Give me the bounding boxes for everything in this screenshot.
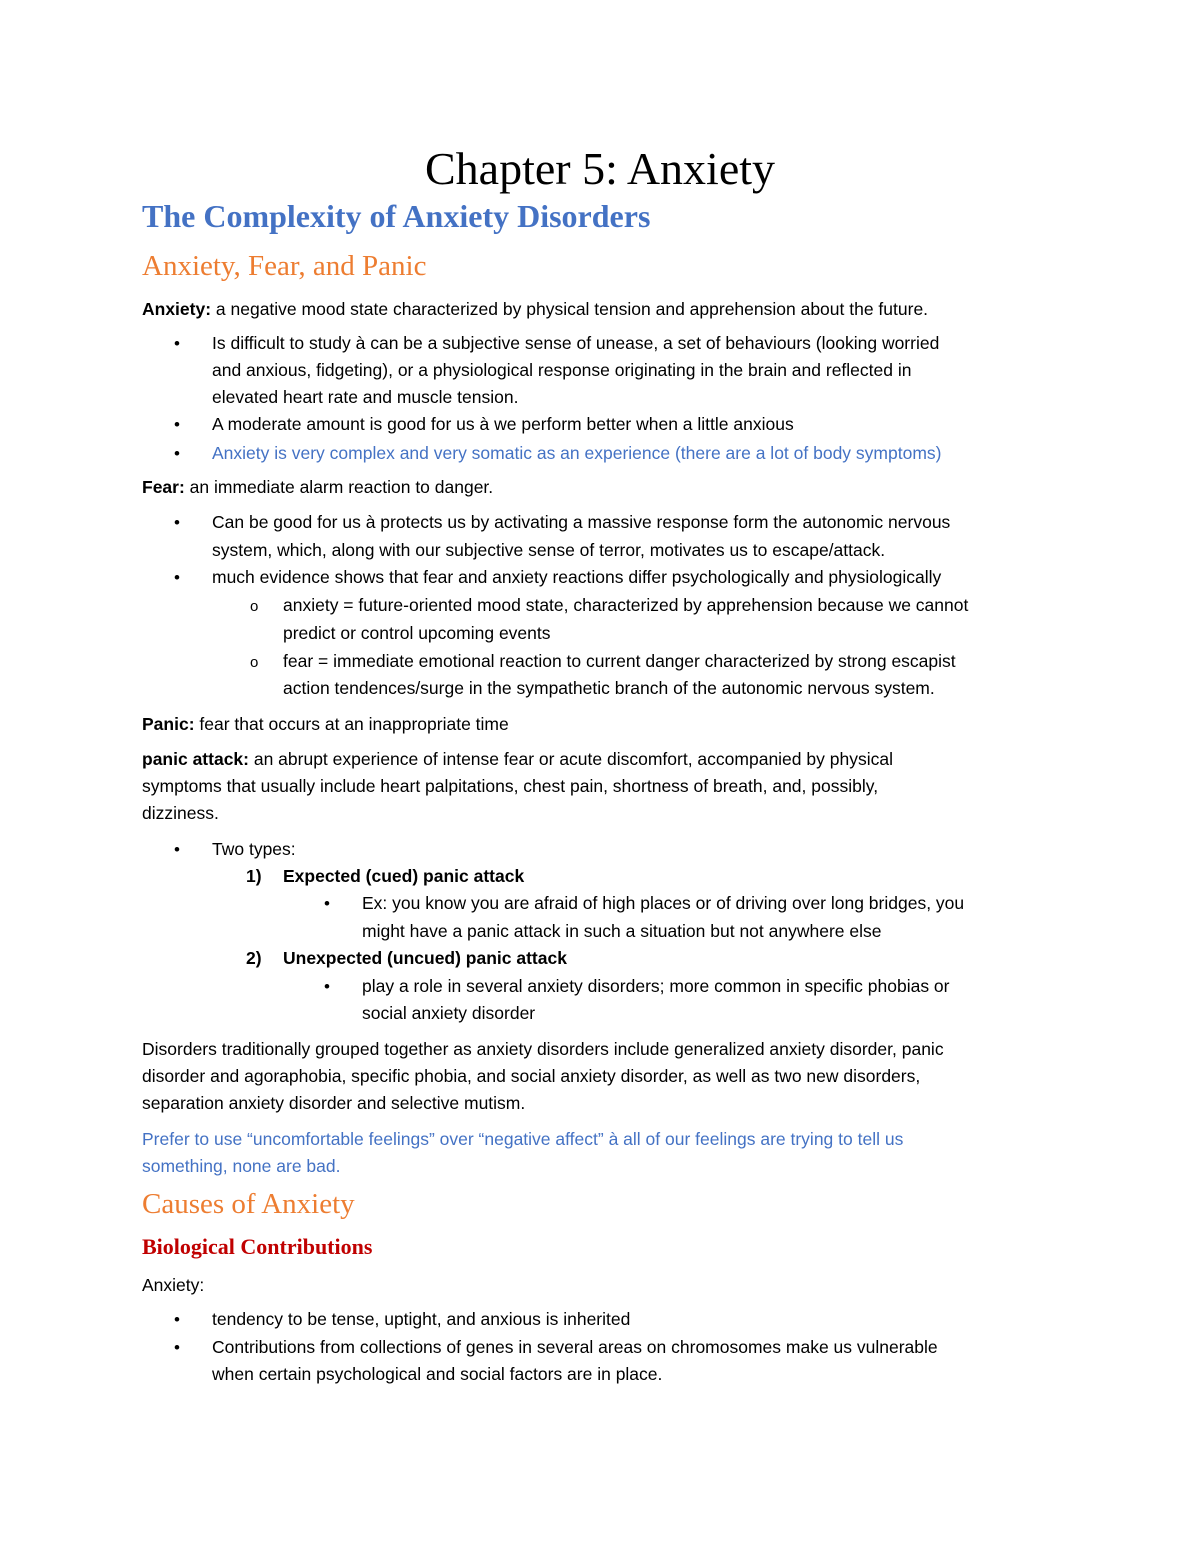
list-item: A moderate amount is good for us à we perform better when a little anxious (212, 414, 794, 434)
definition-panic-attack (142, 746, 893, 774)
bullet-icon: • (174, 1338, 180, 1357)
list-item: much evidence shows that fear and anxiety reactions differ psychologically and physiologically (212, 567, 942, 587)
definition-anxiety (142, 296, 928, 324)
circle-bullet-icon: o (250, 598, 259, 615)
list-item: Can be good for us à protects us by activating a massive response form the autonomic nervous (212, 512, 951, 532)
bullet-icon: • (174, 840, 180, 859)
numbered-label: 2) (246, 948, 262, 968)
definition-text: fear that occurs at an inappropriate time (194, 714, 509, 734)
subsection-heading: Biological Contributions (142, 1234, 373, 1259)
term-anxiety: Anxiety: (142, 299, 212, 319)
note-line: Prefer to use “uncomfortable feelings” over “negative affect” à all of our feelings are trying to tell us (142, 1129, 904, 1149)
numbered-item: Unexpected (uncued) panic attack (283, 948, 567, 968)
definition-fear (142, 474, 493, 502)
paragraph-line: disorder and agoraphobia, specific phobia, and social anxiety disorder, as well as two new disorders, (142, 1066, 921, 1086)
bullet-icon: • (174, 334, 180, 353)
section-heading: Causes of Anxiety (142, 1188, 355, 1220)
sub-list-item: fear = immediate emotional reaction to current danger characterized by strong escapist (283, 651, 956, 671)
list-item: tendency to be tense, uptight, and anxious is inherited (212, 1309, 631, 1329)
list-item-continuation: social anxiety disorder (362, 1003, 536, 1023)
bullet-icon: • (174, 415, 180, 434)
paragraph-line: Disorders traditionally grouped together as anxiety disorders include generalized anxiety disorder, panic (142, 1039, 944, 1059)
list-item: play a role in several anxiety disorders; more common in specific phobias or (362, 976, 950, 996)
paragraph-line: separation anxiety disorder and selective mutism. (142, 1093, 526, 1113)
bullet-icon: • (174, 568, 180, 587)
paragraph-label: Anxiety: (142, 1275, 205, 1295)
list-item: Is difficult to study à can be a subjective sense of unease, a set of behaviours (looking worried (212, 333, 940, 353)
bullet-icon: • (324, 977, 330, 996)
sub-list-item: anxiety = future-oriented mood state, characterized by apprehension because we cannot (283, 595, 969, 615)
list-item: Contributions from collections of genes in several areas on chromosomes make us vulnerable (212, 1337, 938, 1357)
definition-panic (142, 711, 509, 739)
bullet-icon: • (324, 894, 330, 913)
section-heading: The Complexity of Anxiety Disorders (142, 198, 651, 234)
sub-list-item-continuation: predict or control upcoming events (283, 623, 551, 643)
numbered-label: 1) (246, 866, 262, 886)
definition-text: an abrupt experience of intense fear or acute discomfort, accompanied by physical (248, 749, 893, 769)
numbered-item: Expected (cued) panic attack (283, 866, 525, 886)
note-line: something, none are bad. (142, 1156, 341, 1176)
sub-list-item-continuation: action tendences/surge in the sympathetic branch of the autonomic nervous system. (283, 678, 935, 698)
bullet-icon: • (174, 444, 180, 463)
list-item-note: Anxiety is very complex and very somatic as an experience (there are a lot of body symptoms) (212, 443, 942, 463)
list-item-continuation: elevated heart rate and muscle tension. (212, 387, 519, 407)
list-item: Two types: (212, 839, 296, 859)
term-panic-attack: panic attack: (142, 749, 249, 769)
definition-text: a negative mood state characterized by physical tension and apprehension about the future. (211, 299, 929, 319)
page-title: Chapter 5: Anxiety (424, 143, 776, 194)
list-item-continuation: might have a panic attack in such a situation but not anywhere else (362, 921, 882, 941)
list-item-continuation: when certain psychological and social factors are in place. (212, 1364, 663, 1384)
list-item-continuation: system, which, along with our subjective sense of terror, motivates us to escape/attack. (212, 540, 886, 560)
paragraph-line: symptoms that usually include heart palpitations, chest pain, shortness of breath, and, possibly, (142, 776, 879, 796)
list-item: Ex: you know you are afraid of high places or of driving over long bridges, you (362, 893, 965, 913)
paragraph-line: dizziness. (142, 803, 219, 823)
subsection-heading: Anxiety, Fear, and Panic (142, 250, 427, 282)
term-panic: Panic: (142, 714, 195, 734)
circle-bullet-icon: o (250, 654, 259, 671)
list-item-continuation: and anxious, fidgeting), or a physiological response originating in the brain and reflected in (212, 360, 912, 380)
definition-text: an immediate alarm reaction to danger. (184, 477, 494, 497)
term-fear: Fear: (142, 477, 185, 497)
bullet-icon: • (174, 513, 180, 532)
bullet-icon: • (174, 1310, 180, 1329)
